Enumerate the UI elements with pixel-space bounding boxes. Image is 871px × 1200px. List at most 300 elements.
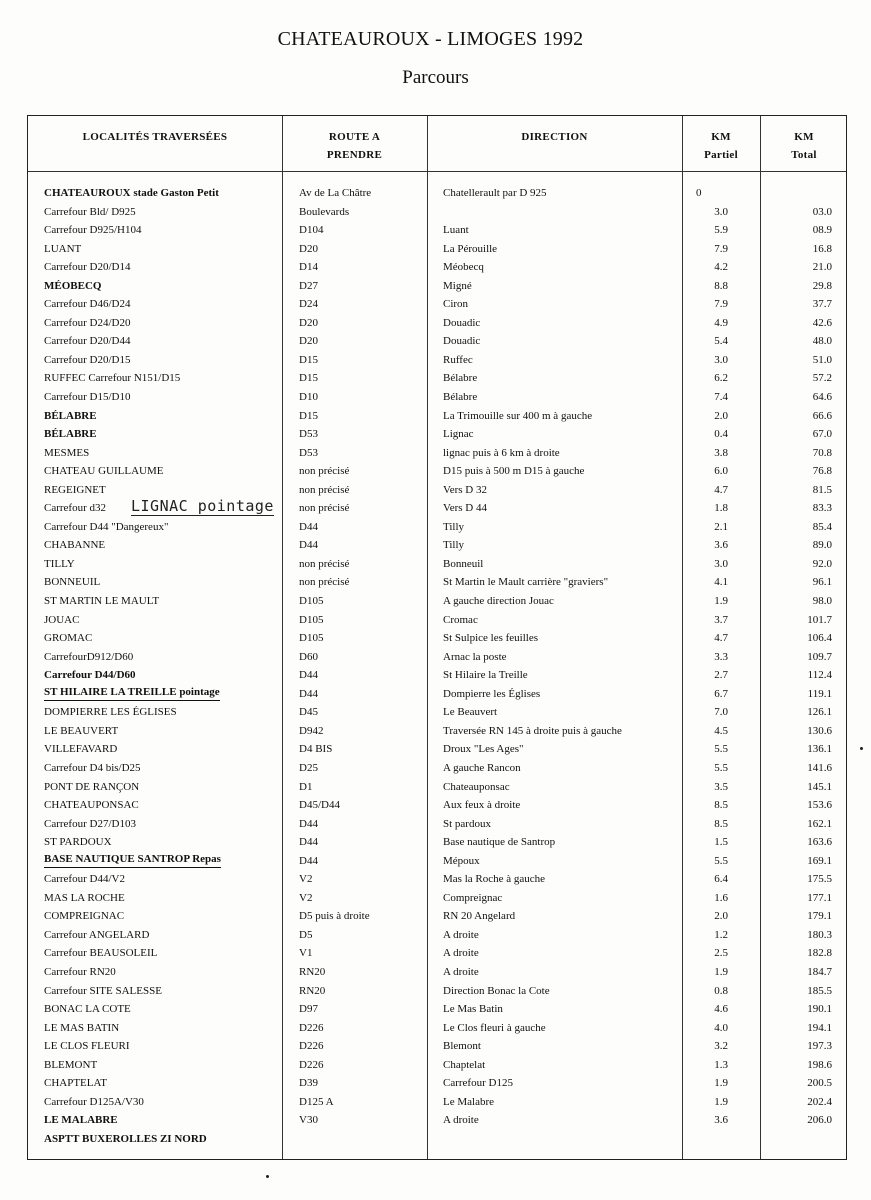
km-total-cell: 145.1: [807, 780, 832, 793]
localite-cell: BONNEUIL: [44, 576, 101, 589]
route-cell: non précisé: [299, 483, 350, 496]
localite-cell: CHATEAUPONSAC: [44, 799, 139, 812]
route-cell: D226: [299, 1021, 324, 1034]
localite-cell: Carrefour D27/D103: [44, 817, 136, 830]
km-partiel-cell: 3.0: [714, 557, 728, 570]
localite-cell: Carrefour D4 bis/D25: [44, 761, 141, 774]
km-partiel-cell: 2.1: [714, 520, 728, 533]
localite-cell: JOUAC: [44, 613, 80, 626]
km-partiel-cell: 6.7: [714, 687, 728, 700]
localite-cell: RUFFEC Carrefour N151/D15: [44, 372, 181, 385]
km-partiel-cell: 4.7: [714, 483, 728, 496]
direction-cell: St Sulpice les feuilles: [443, 632, 539, 645]
route-cell: Boulevards: [299, 205, 350, 218]
direction-cell: Lignac: [443, 428, 474, 441]
direction-cell: Arnac la poste: [443, 650, 507, 663]
direction-cell: La Pérouille: [443, 242, 498, 255]
km-total-cell: 177.1: [807, 891, 832, 904]
localite-cell: MÉOBECQ: [44, 279, 102, 292]
km-total-cell: 48.0: [812, 335, 832, 348]
km-partiel-cell: 4.2: [714, 261, 728, 274]
km-total-cell: 180.3: [807, 928, 832, 941]
km-partiel-cell: 5.5: [714, 854, 728, 867]
km-total-cell: 163.6: [807, 836, 832, 849]
table-row: [28, 592, 846, 611]
localite-cell: Carrefour D125A/V30: [44, 1095, 144, 1108]
direction-cell: Cromac: [443, 613, 478, 626]
handwritten-note: LIGNAC pointage: [131, 497, 274, 515]
km-total-cell: 03.0: [812, 205, 832, 218]
km-partiel-cell: 4.0: [714, 1021, 728, 1034]
document-title: CHATEAUROUX - LIMOGES 1992: [277, 28, 584, 50]
speck: [266, 1175, 269, 1178]
km-partiel-cell: 6.4: [714, 873, 728, 886]
direction-cell: Tilly: [443, 539, 465, 552]
route-cell: D105: [299, 613, 324, 626]
km-total-cell: 76.8: [812, 465, 832, 478]
route-cell: non précisé: [299, 557, 350, 570]
table-row: [28, 351, 846, 370]
direction-cell: Dompierre les Églises: [443, 687, 541, 700]
direction-cell: Chateauponsac: [443, 780, 510, 793]
route-cell: non précisé: [299, 465, 350, 478]
table-row: [28, 907, 846, 926]
direction-cell: Bonneuil: [443, 557, 484, 570]
km-total-cell: 64.6: [812, 391, 832, 404]
localite-cell: TILLY: [44, 557, 75, 570]
localite-cell: BONAC LA COTE: [44, 1003, 131, 1016]
direction-cell: Chaptelat: [443, 1058, 486, 1071]
km-total-cell: 106.4: [807, 632, 832, 645]
localite-cell: LE MALABRE: [44, 1114, 118, 1127]
table-row: [28, 796, 846, 815]
table-row: [28, 1093, 846, 1112]
header-route: [282, 128, 427, 164]
direction-cell: Chatellerault par D 925: [443, 187, 547, 199]
km-total-cell: 92.0: [812, 557, 832, 570]
km-partiel-cell: 1.8: [714, 502, 728, 515]
header-partiel-line2: Partiel: [704, 149, 738, 161]
localite-cell: CHABANNE: [44, 539, 106, 552]
km-partiel-cell: 8.5: [714, 817, 728, 830]
table-row: [28, 629, 846, 648]
km-total-cell: 194.1: [807, 1021, 832, 1034]
km-partiel-cell: 3.2: [714, 1040, 728, 1053]
localite-cell: CarrefourD912/D60: [44, 650, 134, 663]
table-row: [28, 314, 846, 333]
direction-cell: Luant: [443, 224, 469, 237]
km-partiel-cell: 5.5: [714, 761, 728, 774]
table-row: [28, 277, 846, 296]
table-row: [28, 648, 846, 667]
km-total-cell: 109.7: [807, 650, 832, 663]
table-row: [28, 740, 846, 759]
km-total-cell: 70.8: [812, 446, 832, 459]
localite-cell: MAS LA ROCHE: [44, 891, 125, 904]
route-cell: D1: [299, 780, 313, 793]
localite-cell: COMPREIGNAC: [44, 910, 125, 923]
direction-cell: A droite: [443, 947, 479, 960]
localite-cell: Carrefour D46/D24: [44, 298, 131, 311]
direction-cell: St pardoux: [443, 817, 491, 830]
km-total-cell: 136.1: [807, 743, 832, 756]
route-cell: non précisé: [299, 576, 350, 589]
route-cell: D44: [299, 854, 318, 867]
route-cell: RN20: [299, 965, 326, 978]
km-total-cell: 190.1: [807, 1003, 832, 1016]
route-cell: D226: [299, 1058, 324, 1071]
km-partiel-cell: 2.0: [714, 409, 728, 422]
table-row: [28, 944, 846, 963]
localite-cell: Carrefour D44 "Dangereux": [44, 520, 169, 533]
km-total-cell: 202.4: [807, 1095, 832, 1108]
localite-cell: DOMPIERRE LES ÉGLISES: [44, 706, 177, 719]
route-cell: D44: [299, 836, 318, 849]
route-cell: D53: [299, 428, 318, 441]
localite-cell: Carrefour RN20: [44, 965, 116, 978]
table-row: [28, 295, 846, 314]
route-cell: D10: [299, 391, 318, 404]
km-partiel-cell: 4.7: [714, 632, 728, 645]
direction-cell: Direction Bonac la Cote: [443, 984, 550, 997]
km-partiel-cell: 1.9: [714, 1095, 728, 1108]
route-cell: D125 A: [299, 1095, 334, 1108]
km-partiel-cell: 0.8: [714, 984, 728, 997]
table-row: [28, 852, 846, 871]
table-row: [28, 332, 846, 351]
direction-cell: Droux "Les Ages": [443, 743, 524, 756]
route-cell: D60: [299, 650, 318, 663]
direction-cell: Méobecq: [443, 261, 484, 274]
header-total-line1: KM: [794, 131, 814, 143]
table-body: [28, 184, 846, 1148]
direction-cell: Bélabre: [443, 391, 478, 404]
table-row: [28, 444, 846, 463]
km-total-cell: 162.1: [807, 817, 832, 830]
header-direction: DIRECTION: [521, 131, 588, 143]
route-cell: D25: [299, 761, 318, 774]
km-total-cell: 21.0: [812, 261, 832, 274]
route-cell: D53: [299, 446, 318, 459]
km-total-cell: 179.1: [807, 910, 832, 923]
route-cell: D45/D44: [299, 799, 340, 812]
km-partiel-cell: 1.6: [714, 891, 728, 904]
direction-cell: Mas la Roche à gauche: [443, 873, 546, 886]
km-partiel-cell: 3.3: [714, 650, 728, 663]
table-row: [28, 369, 846, 388]
route-cell: D97: [299, 1003, 318, 1016]
direction-cell: Le Clos fleuri à gauche: [443, 1021, 546, 1034]
km-total-cell: 85.4: [812, 520, 832, 533]
table-row: [28, 833, 846, 852]
localite-cell: Carrefour D925/H104: [44, 224, 142, 237]
km-total-cell: 200.5: [807, 1077, 832, 1090]
localite-cell: Carrefour Bld/ D925: [44, 205, 136, 218]
route-cell: D44: [299, 539, 318, 552]
table-row: [28, 611, 846, 630]
route-cell: D27: [299, 279, 318, 292]
route-cell: D44: [299, 669, 318, 682]
direction-cell: Migné: [443, 279, 472, 292]
localite-cell: Carrefour D15/D10: [44, 391, 131, 404]
km-total-cell: 141.6: [807, 761, 832, 774]
localite-cell: LE CLOS FLEURI: [44, 1040, 130, 1053]
km-partiel-cell: 2.5: [714, 947, 728, 960]
km-partiel-cell: 5.5: [714, 743, 728, 756]
km-partiel-cell: 3.6: [714, 539, 728, 552]
route-cell: D15: [299, 353, 318, 366]
table-row: [28, 982, 846, 1001]
km-partiel-cell: 1.2: [714, 928, 728, 941]
km-partiel-cell: 1.9: [714, 595, 728, 608]
km-total-cell: 83.3: [812, 502, 832, 515]
localite-cell: Carrefour BEAUSOLEIL: [44, 947, 158, 960]
km-partiel-cell: 4.5: [714, 724, 728, 737]
table-row: [28, 221, 846, 240]
direction-cell: A gauche direction Jouac: [443, 595, 554, 608]
direction-cell: RN 20 Angelard: [443, 910, 516, 923]
direction-cell: St Hilaire la Treille: [443, 669, 528, 682]
table-row: [28, 1130, 846, 1149]
header-route-line1: ROUTE A: [328, 131, 381, 143]
localite-cell: VILLEFAVARD: [44, 743, 118, 756]
table-row: [28, 759, 846, 778]
table-row: [28, 555, 846, 574]
km-partiel-cell: 1.3: [714, 1058, 728, 1071]
route-cell: Av de La Châtre: [299, 187, 372, 199]
localite-cell: Carrefour D24/D20: [44, 316, 131, 329]
route-cell: V2: [299, 873, 313, 886]
localite-cell: ST HILAIRE LA TREILLE pointage: [44, 685, 220, 701]
localite-cell: Carrefour D44/D60: [44, 669, 136, 682]
direction-cell: Ruffec: [443, 353, 473, 366]
km-total-cell: 81.5: [812, 483, 832, 496]
table-row: [28, 666, 846, 685]
km-total-cell: 42.6: [812, 316, 832, 329]
direction-cell: Aux feux à droite: [443, 799, 521, 812]
km-partiel-cell: 0: [696, 187, 702, 199]
km-total-cell: 08.9: [812, 224, 832, 237]
route-cell: D15: [299, 409, 318, 422]
route-cell: RN20: [299, 984, 326, 997]
route-cell: D39: [299, 1077, 318, 1090]
km-partiel-cell: 1.9: [714, 1077, 728, 1090]
direction-cell: Carrefour D125: [443, 1077, 513, 1090]
km-partiel-cell: 6.0: [714, 465, 728, 478]
km-total-cell: 206.0: [807, 1114, 832, 1127]
header-route-line2: PRENDRE: [326, 149, 383, 161]
speck: [860, 747, 863, 750]
localite-cell: CHATEAU GUILLAUME: [44, 465, 164, 478]
km-partiel-cell: 1.5: [714, 836, 728, 849]
route-cell: D942: [299, 724, 324, 737]
km-total-cell: 89.0: [812, 539, 832, 552]
km-partiel-cell: 6.2: [714, 372, 728, 385]
table-row: [28, 536, 846, 555]
direction-cell: St Martin le Mault carrière "graviers": [443, 576, 609, 589]
km-total-cell: 98.0: [812, 595, 832, 608]
localite-cell: LUANT: [44, 242, 82, 255]
km-partiel-cell: 8.8: [714, 279, 728, 292]
header-km-partiel: [682, 128, 760, 164]
km-partiel-cell: 1.9: [714, 965, 728, 978]
direction-cell: Bélabre: [443, 372, 478, 385]
km-total-cell: 112.4: [807, 669, 832, 682]
km-total-cell: 29.8: [812, 279, 832, 292]
localite-cell: CHAPTELAT: [44, 1077, 107, 1090]
direction-cell: Le Beauvert: [443, 706, 498, 719]
route-cell: D5 puis à droite: [299, 910, 370, 923]
direction-cell: Douadic: [443, 335, 481, 348]
route-cell: D226: [299, 1040, 324, 1053]
direction-cell: La Trimouille sur 400 m à gauche: [443, 409, 593, 422]
table-row: [28, 685, 846, 704]
km-partiel-cell: 4.6: [714, 1003, 728, 1016]
table-row: [28, 407, 846, 426]
table-row: [28, 462, 846, 481]
route-cell: V2: [299, 891, 313, 904]
km-total-cell: 126.1: [807, 706, 832, 719]
direction-cell: D15 puis à 500 m D15 à gauche: [443, 465, 585, 478]
table-row: [28, 573, 846, 592]
localite-cell: BASE NAUTIQUE SANTROP Repas: [44, 852, 221, 868]
km-partiel-cell: 3.5: [714, 780, 728, 793]
direction-cell: A droite: [443, 965, 479, 978]
header-divider: [28, 171, 846, 172]
table-row: [28, 889, 846, 908]
km-total-cell: 130.6: [807, 724, 832, 737]
km-partiel-cell: 5.4: [714, 335, 728, 348]
direction-cell: A droite: [443, 928, 479, 941]
table-row: [28, 425, 846, 444]
table-row: [28, 815, 846, 834]
route-cell: D45: [299, 706, 318, 719]
table-row: [28, 926, 846, 945]
table-row: [28, 778, 846, 797]
direction-cell: A droite: [443, 1114, 479, 1127]
table-row: [28, 722, 846, 741]
localite-cell: Carrefour D20/D15: [44, 353, 131, 366]
table-row: [28, 240, 846, 259]
localite-cell: Carrefour D20/D14: [44, 261, 131, 274]
table-row: [28, 1111, 846, 1130]
route-cell: V1: [299, 947, 313, 960]
direction-cell: A gauche Rancon: [443, 761, 521, 774]
localite-cell: PONT DE RANÇON: [44, 780, 140, 793]
km-partiel-cell: 7.0: [714, 706, 728, 719]
localite-cell: BLEMONT: [44, 1058, 98, 1071]
header-total-line2: Total: [791, 149, 817, 161]
table-row: [28, 518, 846, 537]
route-cell: D44: [299, 520, 318, 533]
km-partiel-cell: 2.7: [714, 669, 728, 682]
localite-cell: Carrefour ANGELARD: [44, 928, 150, 941]
route-table: [27, 115, 847, 1160]
localite-cell: LE MAS BATIN: [44, 1021, 120, 1034]
km-total-cell: 16.8: [812, 242, 832, 255]
direction-cell: Ciron: [443, 298, 469, 311]
table-row: [28, 388, 846, 407]
document-subtitle: Parcours: [402, 67, 469, 88]
table-row: [28, 1056, 846, 1075]
km-total-cell: 169.1: [807, 854, 832, 867]
header-km-total: [760, 128, 848, 164]
localite-cell: GROMAC: [44, 632, 93, 645]
table-row: [28, 258, 846, 277]
table-row: [28, 1019, 846, 1038]
km-total-cell: 67.0: [812, 428, 832, 441]
km-partiel-cell: 3.6: [714, 1114, 728, 1127]
km-partiel-cell: 2.0: [714, 910, 728, 923]
km-total-cell: 57.2: [812, 372, 832, 385]
route-cell: D104: [299, 224, 324, 237]
direction-cell: Blemont: [443, 1040, 481, 1053]
km-total-cell: 119.1: [807, 687, 832, 700]
route-cell: D44: [299, 817, 318, 830]
km-partiel-cell: 3.7: [714, 613, 728, 626]
direction-cell: Douadic: [443, 316, 481, 329]
header-partiel-line1: KM: [711, 131, 731, 143]
route-cell: D105: [299, 632, 324, 645]
direction-cell: lignac puis à 6 km à droite: [443, 446, 560, 459]
route-cell: D20: [299, 316, 318, 329]
localite-cell: Carrefour SITE SALESSE: [44, 984, 162, 997]
route-cell: non précisé: [299, 502, 350, 515]
km-total-cell: 197.3: [807, 1040, 832, 1053]
km-total-cell: 37.7: [812, 298, 832, 311]
km-partiel-cell: 7.4: [714, 391, 728, 404]
km-partiel-cell: 7.9: [714, 298, 728, 311]
route-cell: D4 BIS: [299, 743, 333, 756]
route-cell: D105: [299, 595, 324, 608]
km-total-cell: 184.7: [807, 965, 832, 978]
localite-cell: BÉLABRE: [44, 409, 97, 422]
km-total-cell: 175.5: [807, 873, 832, 886]
km-total-cell: 51.0: [812, 353, 832, 366]
localite-cell: CHATEAUROUX stade Gaston Petit: [44, 187, 219, 199]
km-total-cell: 96.1: [812, 576, 832, 589]
km-partiel-cell: 4.1: [714, 576, 728, 589]
km-total-cell: 182.8: [807, 947, 832, 960]
km-total-cell: 153.6: [807, 799, 832, 812]
direction-cell: Base nautique de Santrop: [443, 836, 556, 849]
direction-cell: Vers D 44: [443, 502, 487, 515]
localite-cell: ST MARTIN LE MAULT: [44, 595, 160, 608]
localite-cell: Carrefour d32: [44, 502, 107, 515]
table-row: [28, 1000, 846, 1019]
km-partiel-cell: 4.9: [714, 316, 728, 329]
localite-cell: ST PARDOUX: [44, 836, 112, 849]
direction-cell: Le Malabre: [443, 1095, 494, 1108]
table-row: [28, 184, 846, 203]
km-partiel-cell: 7.9: [714, 242, 728, 255]
km-total-cell: 66.6: [812, 409, 832, 422]
localite-cell: REGEIGNET: [44, 483, 106, 496]
localite-cell: BÉLABRE: [44, 428, 97, 441]
route-cell: D5: [299, 928, 313, 941]
km-total-cell: 101.7: [807, 613, 832, 626]
km-partiel-cell: 0.4: [714, 428, 728, 441]
direction-cell: Tilly: [443, 520, 465, 533]
table-row: [28, 870, 846, 889]
direction-cell: Le Mas Batin: [443, 1003, 503, 1016]
km-total-cell: 198.6: [807, 1058, 832, 1071]
km-partiel-cell: 3.8: [714, 446, 728, 459]
route-cell: D20: [299, 335, 318, 348]
direction-cell: Compreignac: [443, 891, 503, 904]
km-partiel-cell: 3.0: [714, 353, 728, 366]
direction-cell: Traversée RN 145 à droite puis à gauche: [443, 724, 622, 737]
